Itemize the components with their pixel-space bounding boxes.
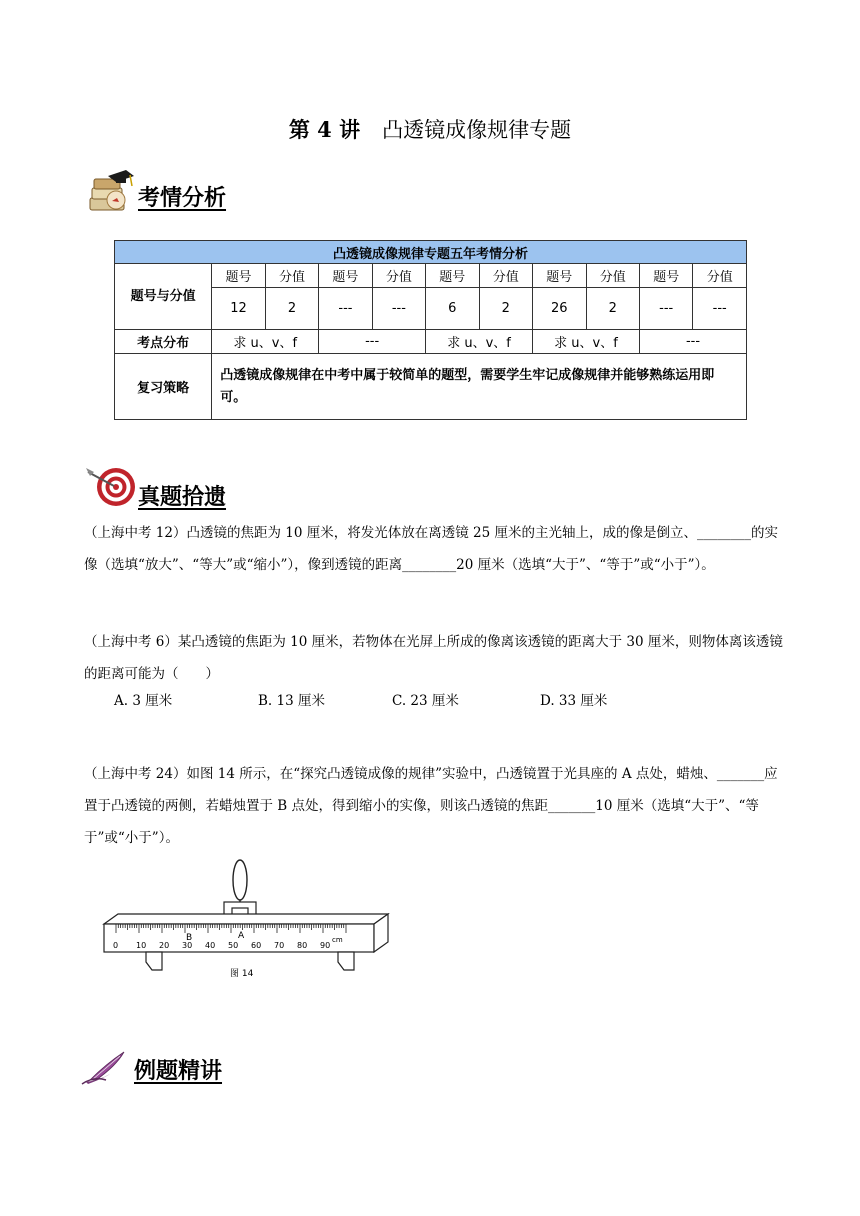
lecture-number: 第 4 讲	[288, 117, 361, 142]
col-header: 题号	[532, 264, 586, 288]
col-header: 题号	[639, 264, 692, 288]
table-cell: 2	[586, 288, 639, 330]
scale-tick-label: 40	[205, 941, 216, 950]
option-a: A. 3 厘米	[114, 693, 173, 709]
table-cell: 2	[265, 288, 318, 330]
unit-label: cm	[332, 936, 343, 944]
table-cell: ---	[639, 288, 692, 330]
page-title	[0, 114, 860, 144]
col-header: 题号	[212, 264, 266, 288]
point-b-label: B	[186, 933, 193, 943]
scale-tick-label: 80	[297, 941, 308, 950]
scale-tick-label: 10	[136, 941, 147, 950]
table-cell: ---	[693, 288, 747, 330]
row-label-number-score: 题号与分值	[115, 264, 212, 330]
col-header: 分值	[372, 264, 425, 288]
scale-tick-label: 20	[159, 941, 170, 950]
table-cell: ---	[319, 330, 426, 354]
table-cell: ---	[372, 288, 425, 330]
col-header: 题号	[319, 264, 372, 288]
scale-tick-label: 30	[182, 941, 193, 950]
option-c: C. 23 厘米	[392, 693, 459, 709]
col-header: 分值	[265, 264, 318, 288]
strategy-text: 凸透镜成像规律在中考中属于较简单的题型，需要学生牢记成像规律并能够熟练运用即可。	[212, 354, 747, 420]
books-cap-icon	[86, 168, 136, 214]
col-header: 题号	[426, 264, 479, 288]
section-heading-real-questions: 真题拾遗	[138, 485, 227, 510]
exam-analysis-table	[114, 240, 747, 420]
col-header: 分值	[479, 264, 532, 288]
quill-pen-icon	[80, 1050, 130, 1086]
row-label-strategy: 复习策略	[115, 354, 212, 420]
question-1: （上海中考 12）凸透镜的焦距为 10 厘米，将发光体放在离透镜 25 厘米的主光轴上，成的像是倒立、________的实像（选填“放大”、“等大”或“缩小”），像到透镜的距离________20 厘米（选填“大于”、“等于”或“小于”）。	[84, 525, 778, 573]
table-header: 凸透镜成像规律专题五年考情分析	[115, 241, 747, 264]
col-header: 分值	[693, 264, 747, 288]
section-heading-examples: 例题精讲	[134, 1059, 223, 1084]
table-cell: 2	[479, 288, 532, 330]
table-cell: 求 u、v、f	[212, 330, 319, 354]
scale-tick-label: 0	[113, 941, 119, 950]
table-cell: ---	[319, 288, 372, 330]
row-label-distribution: 考点分布	[115, 330, 212, 354]
option-d: D. 33 厘米	[540, 693, 608, 709]
lens-shape	[233, 860, 247, 900]
target-icon	[84, 464, 136, 508]
figure-caption: 图 14	[230, 969, 254, 979]
table-cell: 26	[532, 288, 586, 330]
table-cell: 求 u、v、f	[532, 330, 639, 354]
scale-tick-label: 50	[228, 941, 239, 950]
question-2: （上海中考 6）某凸透镜的焦距为 10 厘米，若物体在光屏上所成的像离该透镜的距离大于 30 厘米，则物体离该透镜的距离可能为（ ）	[84, 634, 783, 682]
option-b: B. 13 厘米	[258, 693, 325, 709]
scale-tick-label: 60	[251, 941, 262, 950]
table-cell: 12	[212, 288, 266, 330]
lecture-title: 凸透镜成像规律专题	[382, 118, 572, 142]
table-cell: ---	[639, 330, 746, 354]
table-cell: 求 u、v、f	[426, 330, 533, 354]
scale-tick-label: 90	[320, 941, 331, 950]
point-a-label: A	[238, 931, 245, 941]
col-header: 分值	[586, 264, 639, 288]
optical-bench-figure	[98, 858, 398, 984]
table-cell: 6	[426, 288, 479, 330]
scale-tick-label: 70	[274, 941, 285, 950]
section-heading-analysis: 考情分析	[138, 186, 227, 211]
question-3: （上海中考 24）如图 14 所示，在“探究凸透镜成像的规律”实验中，凸透镜置于光具座的 A 点处，蜡烛、_______应置于凸透镜的两侧，若蜡烛置于 B 点处，得到缩小的实像，则该凸透镜的焦距_______10 厘米（选填“大于”、“等于”或“小于”）。	[84, 766, 778, 846]
